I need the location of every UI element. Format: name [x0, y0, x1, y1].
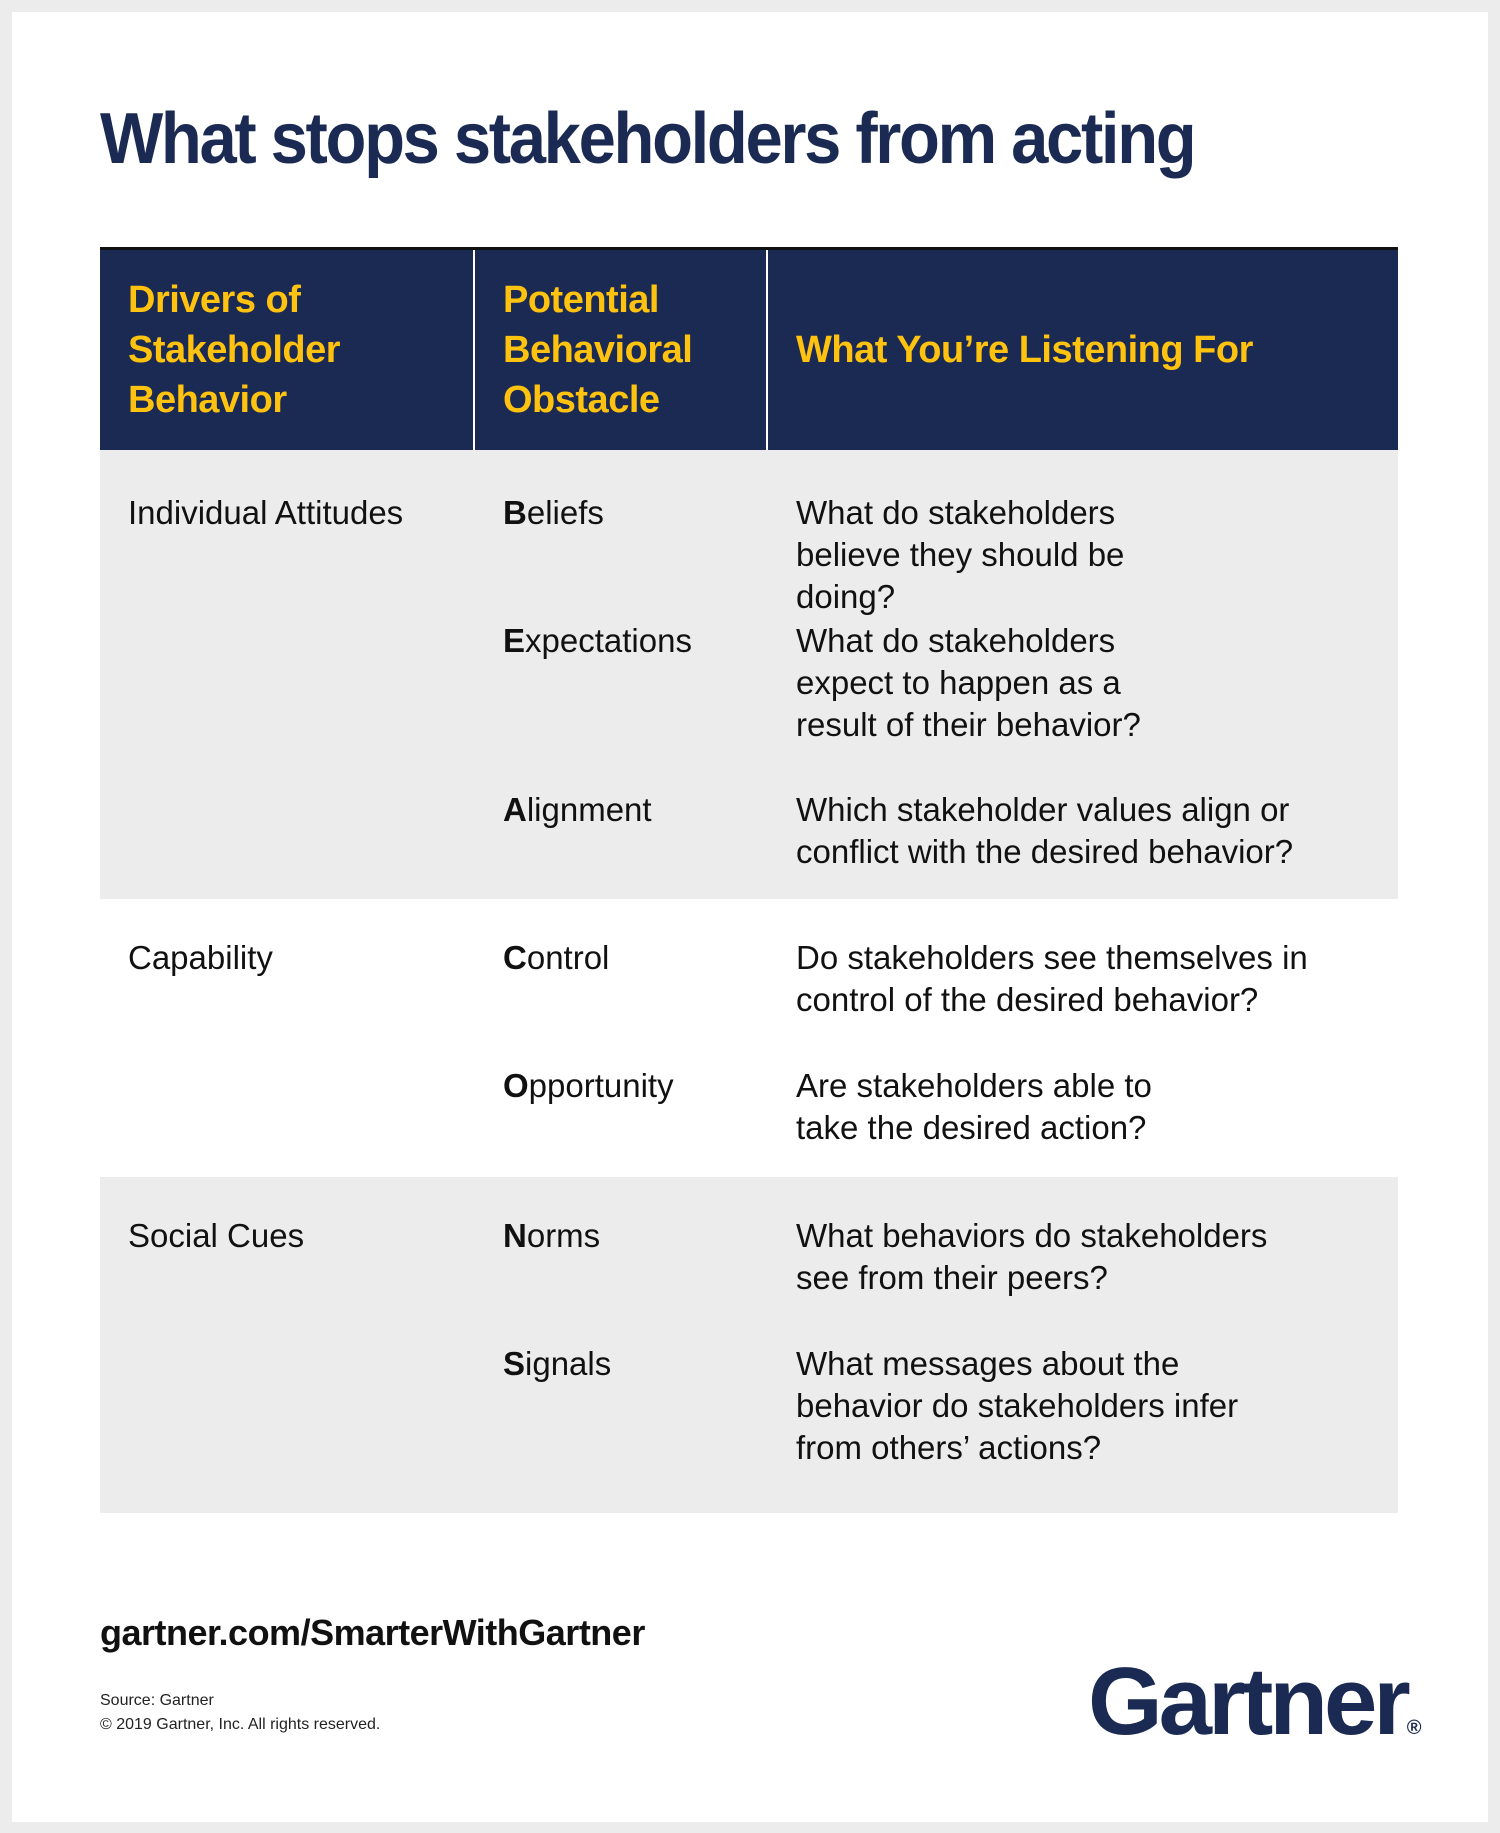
- header-listening-for: [768, 250, 1398, 450]
- obstacle-rest: ignals: [525, 1345, 612, 1382]
- obstacle-label: [475, 1343, 768, 1469]
- page-title: What stops stakeholders from acting: [100, 99, 1195, 179]
- obstacle-initial: E: [503, 622, 526, 659]
- group-capability: [100, 899, 1398, 1177]
- header-line: Drivers of: [128, 279, 301, 321]
- obstacle-label: [475, 1065, 768, 1149]
- obstacle-rest: eliefs: [526, 494, 604, 531]
- logo-wordmark: Gartner: [1088, 1648, 1407, 1755]
- obstacle-rest: pportunity: [528, 1067, 674, 1104]
- gartner-logo: [1088, 1648, 1422, 1776]
- question-text: Do stakeholders see themselves in control of the desired behavior?: [796, 939, 1308, 1018]
- obstacle-label: [475, 620, 768, 789]
- table-row: [475, 492, 1398, 620]
- header-line: Behavior: [128, 379, 287, 421]
- obstacle-label: [475, 789, 768, 873]
- table-row: [475, 1343, 1398, 1469]
- table-row: [475, 937, 1398, 1065]
- obstacle-rest: lignment: [526, 791, 652, 828]
- driver-label: Individual Attitudes: [128, 494, 404, 531]
- obstacle-initial: S: [503, 1345, 526, 1382]
- question-text: Are stakeholders able to take the desired action?: [796, 1067, 1152, 1146]
- stakeholder-table: [100, 247, 1398, 1513]
- obstacle-initial: A: [503, 791, 527, 828]
- header-line: Behavioral: [503, 329, 693, 371]
- registered-mark-icon: ®: [1406, 1717, 1422, 1739]
- group-individual-attitudes: [100, 450, 1398, 899]
- table-row: [475, 1065, 1398, 1149]
- question-text: What do stakeholders believe they should be doing?: [796, 494, 1125, 615]
- driver-label: Social Cues: [128, 1217, 305, 1254]
- website-link[interactable]: gartner.com/SmarterWithGartner: [100, 1612, 645, 1653]
- obstacle-initial: B: [503, 494, 527, 531]
- question-text: What behaviors do stakeholders see from their peers?: [796, 1217, 1268, 1296]
- header-line: Obstacle: [503, 379, 660, 421]
- obstacle-label: [475, 1215, 768, 1343]
- header-line: What You’re Listening For: [796, 329, 1253, 371]
- header-obstacle: [475, 250, 768, 450]
- copyright-note: © 2019 Gartner, Inc. All rights reserved.: [100, 1716, 381, 1733]
- driver-label: Capability: [128, 939, 273, 976]
- question-text: Which stakeholder values align or conflict with the desired behavior?: [796, 791, 1294, 870]
- header-line: Potential: [503, 279, 659, 321]
- obstacle-initial: C: [503, 939, 527, 976]
- obstacle-label: [475, 492, 768, 620]
- question-text: What messages about the behavior do stakeholders infer from others’ actions?: [796, 1345, 1239, 1466]
- header-drivers: [100, 250, 475, 450]
- table-row: [475, 789, 1398, 873]
- obstacle-rest: ontrol: [526, 939, 610, 976]
- table-row: [475, 620, 1398, 789]
- group-social-cues: [100, 1177, 1398, 1513]
- table-row: [475, 1215, 1398, 1343]
- obstacle-rest: xpectations: [525, 622, 692, 659]
- source-note: Source: Gartner: [100, 1692, 214, 1709]
- question-text: What do stakeholders expect to happen as a result of their behavior?: [796, 622, 1141, 743]
- obstacle-rest: orms: [526, 1217, 601, 1254]
- header-line: Stakeholder: [128, 329, 341, 371]
- obstacle-label: [475, 937, 768, 1065]
- table-header: [100, 250, 1398, 450]
- obstacle-initial: O: [503, 1067, 529, 1104]
- obstacle-initial: N: [503, 1217, 527, 1254]
